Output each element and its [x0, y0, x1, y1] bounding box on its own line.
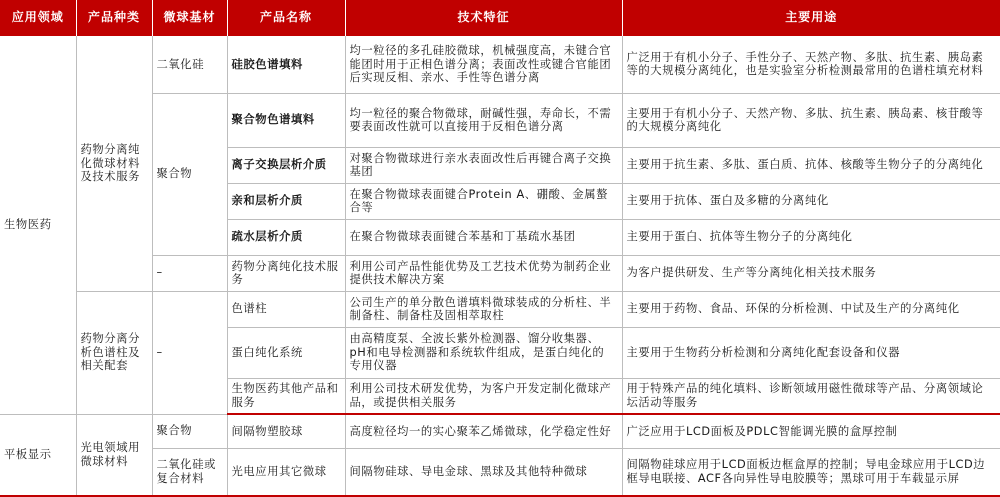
technical-feature: 利用公司产品性能优势及工艺技术优势为制药企业提供技术解决方案 [345, 255, 622, 291]
base-silica-composite: 二氧化硅或复合材料 [152, 448, 227, 496]
technical-feature: 公司生产的单分散色谱填料微球装成的分析柱、半制备柱、制备柱及固相萃取柱 [345, 291, 622, 327]
category-optoelectronic-materials: 光电领域用微球材料 [76, 414, 152, 496]
technical-feature: 均一粒径的聚合物微球，耐碱性强，寿命长，不需要表面改性就可以直接用于反相色谱分离 [345, 93, 622, 147]
main-use: 主要用于抗体、蛋白及多糖的分离纯化 [622, 183, 1000, 219]
technical-feature: 由高精度泵、全波长紫外检测器、馏分收集器、pH和电导检测器和系统软件组成，是蛋白纯化的专用仪器 [345, 327, 622, 378]
product-name: 蛋白纯化系统 [227, 327, 345, 378]
technical-feature: 间隔物硅球、导电金球、黑球及其他特种微球 [345, 448, 622, 496]
main-use: 广泛应用于LCD面板及PDLC智能调光膜的盒厚控制 [622, 414, 1000, 448]
main-use: 用于特殊产品的纯化填料、诊断领域用磁性微球等产品、分离领域论坛活动等服务 [622, 378, 1000, 414]
header-main-uses: 主要用途 [622, 0, 1000, 36]
product-name: 亲和层析介质 [227, 183, 345, 219]
category-analysis-columns: 药物分离分析色谱柱及相关配套 [76, 291, 152, 414]
product-name: 疏水层析介质 [227, 219, 345, 255]
main-use: 主要用于蛋白、抗体等生物分子的分离纯化 [622, 219, 1000, 255]
main-use: 主要用于生物药分析检测和分离纯化配套设备和仪器 [622, 327, 1000, 378]
technical-feature: 对聚合物微球进行亲水表面改性后再键合离子交换基团 [345, 147, 622, 183]
header-microsphere-base: 微球基材 [152, 0, 227, 36]
area-biomedicine: 生物医药 [0, 36, 76, 414]
product-name: 聚合物色谱填料 [227, 93, 345, 147]
table-header-row [0, 0, 1000, 36]
main-use: 主要用于抗生素、多肽、蛋白质、抗体、核酸等生物分子的分离纯化 [622, 147, 1000, 183]
table-row [0, 36, 1000, 93]
product-name: 药物分离纯化技术服务 [227, 255, 345, 291]
base-polymer: 聚合物 [152, 93, 227, 255]
technical-feature: 均一粒径的多孔硅胶微球，机械强度高，未键合官能团时用于正相色谱分离；表面改性或键合官能团后实现反相、亲水、手性等色谱分离 [345, 36, 622, 93]
main-use: 主要用于药物、食品、环保的分析检测、中试及生产的分离纯化 [622, 291, 1000, 327]
header-product-category: 产品种类 [76, 0, 152, 36]
product-name: 硅胶色谱填料 [227, 36, 345, 93]
technical-feature: 利用公司技术研发优势，为客户开发定制化微球产品，或提供相关服务 [345, 378, 622, 414]
technical-feature: 在聚合物微球表面键合苯基和丁基疏水基团 [345, 219, 622, 255]
main-use: 为客户提供研发、生产等分离纯化相关技术服务 [622, 255, 1000, 291]
table-row [0, 291, 1000, 327]
technical-feature: 在聚合物微球表面键合Protein A、硼酸、金属螯合等 [345, 183, 622, 219]
product-name: 色谱柱 [227, 291, 345, 327]
main-use: 主要用于有机小分子、天然产物、多肽、抗生素、胰岛素、核苷酸等的大规模分离纯化 [622, 93, 1000, 147]
header-technical-features: 技术特征 [345, 0, 622, 36]
base-polymer: 聚合物 [152, 414, 227, 448]
product-name: 光电应用其它微球 [227, 448, 345, 496]
main-use: 间隔物硅球应用于LCD面板边框盒厚的控制；导电金球应用于LCD边框导电联接、ACF各向异性导电胶膜等；黑球可用于车载显示屏 [622, 448, 1000, 496]
category-purification-materials: 药物分离纯化微球材料及技术服务 [76, 36, 152, 291]
header-product-name: 产品名称 [227, 0, 345, 36]
table-row [0, 414, 1000, 448]
technical-feature: 高度粒径均一的实心聚苯乙烯微球，化学稳定性好 [345, 414, 622, 448]
product-name: 间隔物塑胶球 [227, 414, 345, 448]
product-name: 生物医药其他产品和服务 [227, 378, 345, 414]
base-none: – [152, 291, 227, 414]
base-none: – [152, 255, 227, 291]
header-application-area: 应用领域 [0, 0, 76, 36]
base-silica: 二氧化硅 [152, 36, 227, 93]
area-flat-panel-display: 平板显示 [0, 414, 76, 496]
product-name: 离子交换层析介质 [227, 147, 345, 183]
main-use: 广泛用于有机小分子、手性分子、天然产物、多肽、抗生素、胰岛素等的大规模分离纯化，也是实验室分析检测最常用的色谱柱填充材料 [622, 36, 1000, 93]
